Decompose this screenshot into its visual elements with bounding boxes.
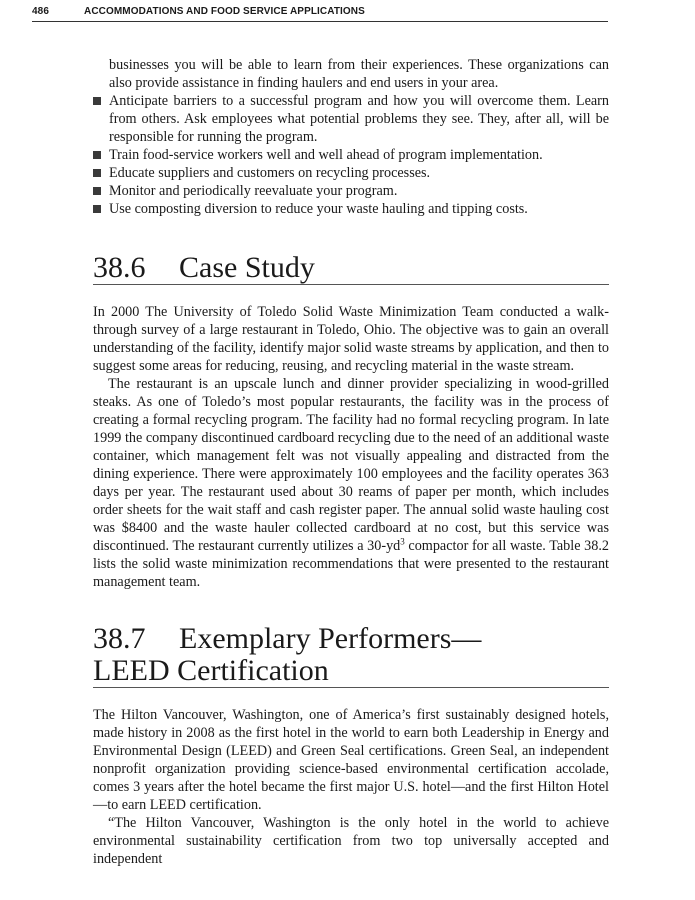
square-bullet-icon <box>93 205 101 213</box>
square-bullet-icon <box>93 169 101 177</box>
running-head-title: ACCOMMODATIONS AND FOOD SERVICE APPLICATIONS <box>84 6 365 17</box>
section-heading-case-study <box>93 252 609 285</box>
bullet-item <box>93 164 609 182</box>
leed-paragraph-2: “The Hilton Vancouver, Washington is the only hotel in the world to achieve environmental sustainability certification from two top universally accepted and independent <box>93 815 609 867</box>
section-title-line-1: Exemplary Performers— <box>179 622 482 655</box>
bullet-text: Train food-service workers well and well ahead of program implementation. <box>109 147 543 163</box>
section-title-line-2: LEED Certification <box>93 654 329 687</box>
section-number: 38.7 <box>93 622 146 655</box>
case-study-paragraph-1: In 2000 The University of Toledo Solid Waste Minimization Team conducted a walk-through survey of a large restaurant in Toledo, Ohio. The objective was to gain an overall understanding of the facility, identify major solid waste streams by application, and then to suggest some areas for reducing, reusing, and recycling material in the waste stream. <box>93 304 609 374</box>
bullet-item <box>93 200 609 218</box>
bullet-item <box>93 92 609 146</box>
superscript-three: 3 <box>400 536 405 547</box>
section-heading-exemplary-performers <box>93 623 609 688</box>
bullet-text: Anticipate barriers to a successful program and how you will overcome them. Learn from others. Ask employees what potential problems they see. They, after all, will be responsible for running the program. <box>109 93 609 145</box>
recommendation-bullet-list <box>93 92 609 218</box>
case-study-paragraph-2-text: The restaurant is an upscale lunch and dinner provider specializing in wood-grilled steaks. As one of Toledo’s most popular restaurants, the facility was in the process of creating a formal recycling program. The facility had no formal recycling program. In late 1999 the company discontinued cardboard recycling due to the need of an additional waste container, which management felt was not visually appealing and distracted from the dining experience. There were approximately 100 employees and the facility operates 363 days per year. The restaurant used about 30 reams of paper per month, which includes order sheets for the wait staff and cash register paper. The annual solid waste hauling cost was $8400 and the waste hauler collected cardboard at no cost, but this service was discontinued. The restaurant currently utilizes a 30-yd <box>93 376 609 554</box>
section-number: 38.6 <box>93 251 146 284</box>
bullet-text: Educate suppliers and customers on recycling processes. <box>109 165 431 181</box>
bullet-text: Use composting diversion to reduce your waste hauling and tipping costs. <box>109 201 528 217</box>
section-title: Case Study <box>179 251 315 284</box>
leed-paragraph-1: The Hilton Vancouver, Washington, one of America’s first sustainably designed hotels, made history in 2008 as the first hotel in the world to earn both Leadership in Energy and Environmental Design (LEED) and Green Seal certifications. Green Seal, an independent nonprofit organization providing science-based environmental certification accolade, comes 3 years after the hotel became the first major U.S. hotel—and the first Hilton Hotel—to earn LEED certification. <box>93 707 609 813</box>
case-study-paragraph-2 <box>93 375 609 591</box>
case-study-paragraph-2-text-end: compactor for all waste. Table 38.2 lists the solid waste minimization recommendations that were presented to the restaurant management team. <box>93 538 609 590</box>
page-number: 486 <box>32 6 49 17</box>
running-head <box>32 6 608 22</box>
square-bullet-icon <box>93 97 101 105</box>
page-content <box>93 56 609 868</box>
bullet-text: Monitor and periodically reevaluate your program. <box>109 183 398 199</box>
intro-continuation-paragraph: businesses you will be able to learn from their experiences. These organizations can also provide assistance in finding haulers and end users in your area. <box>109 57 609 91</box>
bullet-item <box>93 146 609 164</box>
square-bullet-icon <box>93 187 101 195</box>
square-bullet-icon <box>93 151 101 159</box>
bullet-item <box>93 182 609 200</box>
